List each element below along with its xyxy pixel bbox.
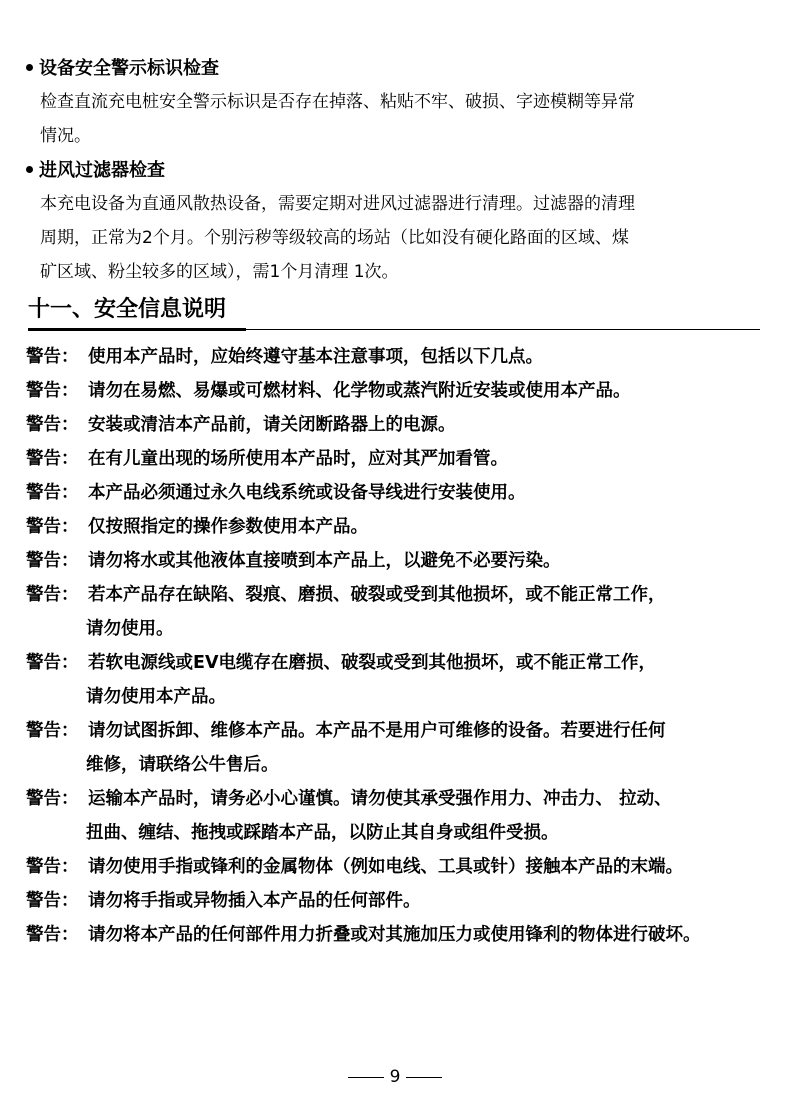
safety-heading: 十一、安全信息说明 (28, 297, 227, 322)
warning-item (26, 583, 666, 607)
sign-check-line: 检查直流充电桩安全警示标识是否存在掉落、粘贴不牢、破损、字迹模糊等异常 (40, 92, 635, 112)
bullet-icon (26, 64, 33, 71)
filter-check-line: 周期，正常为2个月。个别污秽等级较高的场站（比如没有硬化路面的区域、煤 (40, 228, 629, 248)
warning-label: 警告： (26, 415, 79, 435)
warning-item (26, 413, 456, 437)
warning-item (26, 923, 701, 947)
bullet-icon (26, 166, 33, 173)
warning-item (26, 787, 672, 811)
warning-text: 请勿将本产品的任何部件用力折叠或对其施加压力或使用锋利的物体进行破坏。 (88, 925, 701, 945)
warning-text: 请勿试图拆卸、维修本产品。本产品不是用户可维修的设备。若要进行任何 (88, 721, 666, 741)
warning-label: 警告： (26, 789, 79, 809)
warning-item (26, 889, 421, 913)
filter-check-line: 矿区域、粉尘较多的区域），需1个月清理 1次。 (40, 262, 399, 282)
warning-label: 警告： (26, 857, 79, 877)
warning-item (26, 379, 631, 403)
warning-label: 警告： (26, 483, 79, 503)
warning-label: 警告： (26, 585, 79, 605)
warning-label: 警告： (26, 653, 79, 673)
warning-label: 警告： (26, 347, 79, 367)
warning-item (26, 345, 543, 369)
warning-label: 警告： (26, 721, 79, 741)
warning-text: 本产品必须通过永久电线系统或设备导线进行安装使用。 (88, 483, 526, 503)
warning-text-continued: 请勿使用。 (86, 619, 174, 639)
page-footer (0, 1066, 790, 1088)
filter-check-title (26, 158, 165, 184)
footer-dash-left (348, 1077, 384, 1078)
warning-label: 警告： (26, 891, 79, 911)
warning-label: 警告： (26, 517, 79, 537)
warning-item (26, 855, 683, 879)
warning-label: 警告： (26, 925, 79, 945)
filter-check-title-text: 进风过滤器检查 (39, 160, 165, 181)
warning-text: 仅按照指定的操作参数使用本产品。 (88, 517, 368, 537)
footer-dash-right (406, 1077, 442, 1078)
warning-item (26, 651, 656, 675)
warning-text: 请勿将水或其他液体直接喷到本产品上，以避免不必要污染。 (88, 551, 561, 571)
warning-item (26, 515, 368, 539)
warning-text: 在有儿童出现的场所使用本产品时，应对其严加看管。 (88, 449, 508, 469)
sign-check-title (26, 56, 219, 82)
warning-item (26, 481, 526, 505)
warning-text-continued: 请勿使用本产品。 (86, 687, 226, 707)
heading-underline (28, 328, 246, 331)
warning-text-continued: 维修，请联络公牛售后。 (86, 755, 279, 775)
warning-label: 警告： (26, 381, 79, 401)
warning-item (26, 549, 561, 573)
sign-check-title-text: 设备安全警示标识检查 (39, 58, 219, 79)
warning-item (26, 719, 666, 743)
warning-text: 请勿使用手指或锋利的金属物体（例如电线、工具或针）接触本产品的末端。 (88, 857, 683, 877)
warning-text: 请勿将手指或异物插入本产品的任何部件。 (88, 891, 421, 911)
warning-text: 请勿在易燃、易爆或可燃材料、化学物或蒸汽附近安装或使用本产品。 (88, 381, 631, 401)
warning-text: 若本产品存在缺陷、裂痕、磨损、破裂或受到其他损坏，或不能正常工作， (88, 585, 666, 605)
warning-item (26, 447, 508, 471)
warning-text: 若软电源线或EV电缆存在磨损、破裂或受到其他损坏，或不能正常工作， (88, 653, 656, 673)
warning-label: 警告： (26, 449, 79, 469)
warning-label: 警告： (26, 551, 79, 571)
warning-text-continued: 扭曲、缠结、拖拽或踩踏本产品，以防止其自身或组件受损。 (86, 823, 559, 843)
filter-check-line: 本充电设备为直通风散热设备，需要定期对进风过滤器进行清理。过滤器的清理 (40, 194, 635, 214)
sign-check-line: 情况。 (40, 126, 91, 146)
warning-text: 运输本产品时，请务必小心谨慎。请勿使其承受强作用力、冲击力、 拉动、 (88, 789, 672, 809)
warning-text: 使用本产品时，应始终遵守基本注意事项，包括以下几点。 (88, 347, 543, 367)
warning-text: 安装或清洁本产品前，请关闭断路器上的电源。 (88, 415, 456, 435)
page-number: 9 (389, 1067, 401, 1087)
